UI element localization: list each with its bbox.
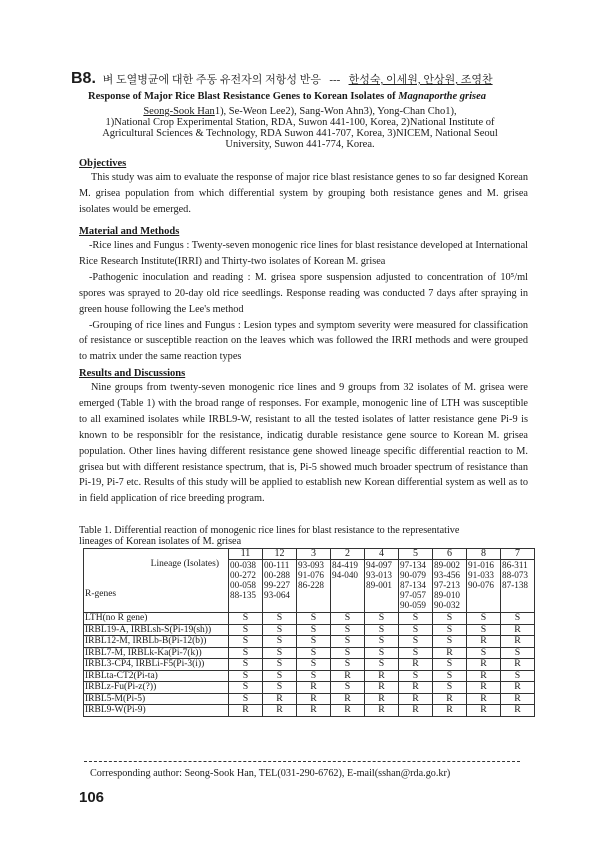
reaction-cell: R [365,682,399,694]
reaction-cell: S [297,670,331,682]
reaction-cell: S [229,647,263,659]
methods-rice-lines: -Rice lines and Fungus : Twenty-seven monogenic rice lines for blast resistance developed at International Rice Research Institute(IRRI) and Thirty-two isolates of Korean M. grisea [79,240,528,267]
reaction-cell: R [399,659,433,671]
table-row [84,682,535,694]
methods-inoculation: -Pathogenic inoculation and reading : M. grisea spore suspension adjusted to concentration of 10⁵/ml spores was sprayed to 20-day old rice seedlings. Response reading was conducted 7 days after spraying in green house following the Lee's method [79,271,528,315]
affiliation-line-2: Agricultural Sciences & Technology, RDA Suwon 441-707, Korea, 3)NICEM, National Seoul [102,128,498,139]
reaction-cell: S [501,670,535,682]
reaction-cell: S [501,647,535,659]
english-title [88,91,486,102]
lineage-group-label: 5 [399,549,433,560]
rgene-line-label: IRBLz-Fu(Pi-z(?)) [84,682,229,694]
lineage-group-label: 7 [501,549,535,560]
rgene-line-label: IRBL7-M, IRBLk-Ka(Pi-7(k)) [84,647,229,659]
first-author: Seong-Sook Han [143,106,215,117]
reaction-cell: S [229,670,263,682]
english-title-text: Response of Major Rice Blast Resistance Genes to Korean Isolates of [88,91,399,102]
table-row [84,705,535,717]
reaction-cell: S [331,647,365,659]
reaction-cell: R [229,705,263,717]
rgene-line-label: IRBLta-CT2(Pi-ta) [84,670,229,682]
lineage-group-label: 3 [297,549,331,560]
reaction-cell: S [433,659,467,671]
table-row [84,659,535,671]
reaction-cell: R [501,636,535,648]
lineage-group-label: 6 [433,549,467,560]
reaction-cell: R [399,693,433,705]
reaction-cell: S [297,659,331,671]
lineage-group-label: 8 [467,549,501,560]
rgene-line-label: IRBL3-CP4, IRBLi-F5(Pi-3(i)) [84,659,229,671]
reaction-cell: S [365,624,399,636]
results-text: Nine groups from twenty-seven monogenic rice lines and 9 groups from 32 isolates of M. grisea were emerged (Table 1) with the broad range of responses. For example, monogenic line of LTH was susceptible to all examined isolates while IRBL9-W, resistant to all the tested isolates of latter resistance gene Pi-9 is known to be responsiblr for the resistance, indicatig durable resistance gene source to Korean M. grisea population. Other lines having different resistance gene showed lineage specific differential reaction to M. grisea but with different resistance spectrum, that is, Pi-5 showed much broader spectrum of resistance than Pi-19, Pi-7 etc. Results of this study will be applied to establish new Korean differential system as well as to in field application of rice breeding program. [79,382,528,505]
reaction-cell: S [229,613,263,625]
isolate-list-cell: 00-038 00-272 00-058 88-135 [229,560,263,613]
reaction-cell: R [331,705,365,717]
reaction-cell: R [365,705,399,717]
reaction-cell: R [467,705,501,717]
results-heading: Results and Discussions [79,368,186,379]
reaction-cell: R [263,693,297,705]
reaction-cell: S [263,613,297,625]
table-header-groups [84,549,535,560]
corner-lineage-label: Lineage (Isolates) [150,559,219,569]
abstract-code: B8. [71,70,96,87]
korean-title: 벼 도열병균에 대한 주동 유전자의 저항성 반응 [102,74,322,86]
objectives-text: This study was aim to evaluate the response of major rice blast resistance genes to so far designed Korean M. grisea population from which differential system by grouping both resistance genes and M. grisea isolates would be emerged. [79,172,528,215]
reaction-cell: R [331,693,365,705]
table-caption [79,525,459,547]
reaction-cell: S [263,647,297,659]
reaction-cell: S [263,659,297,671]
reaction-cell: S [263,624,297,636]
reaction-cell: S [263,682,297,694]
reaction-cell: S [365,613,399,625]
reaction-cell: S [229,659,263,671]
reaction-cell: S [467,624,501,636]
reaction-cell: R [399,705,433,717]
reaction-cell: S [399,624,433,636]
reaction-cell: R [501,624,535,636]
reaction-cell: R [467,670,501,682]
reaction-cell: R [467,693,501,705]
reaction-cell: S [399,647,433,659]
reaction-cell: S [467,647,501,659]
table-row [84,624,535,636]
reaction-cell: S [297,647,331,659]
reaction-cell: S [331,659,365,671]
reaction-cell: S [229,624,263,636]
reaction-cell: S [433,682,467,694]
reaction-cell: R [467,659,501,671]
reaction-cell: S [263,636,297,648]
reaction-cell: R [467,636,501,648]
isolate-list-cell: 91-016 91-033 90-076 [467,560,501,613]
reaction-cell: S [263,670,297,682]
reaction-cell: R [399,682,433,694]
isolate-list-cell: 84-419 94-040 [331,560,365,613]
reaction-cell: S [331,636,365,648]
reaction-cell: S [229,636,263,648]
reaction-cell: S [433,613,467,625]
korean-authors: 한성숙, 이세원, 안상원, 조영찬 [348,74,493,86]
author-list [0,106,600,118]
reaction-cell: S [331,624,365,636]
footer-divider [84,761,520,762]
methods-grouping: -Grouping of rice lines and Fungus : Lesion types and symptom severity were measured for classification of resistance or susceptible reaction on the leaves which was followed the IRRI methods and were grouped to matrix under the same reaction types [79,319,528,363]
lineage-group-label: 12 [263,549,297,560]
isolate-list-cell: 94-097 93-013 89-001 [365,560,399,613]
reaction-cell: S [297,636,331,648]
reaction-cell: R [501,659,535,671]
table-caption-line-1: Table 1. Differential reaction of monogenic rice lines for blast resistance to the representative [79,525,460,536]
reaction-cell: S [229,693,263,705]
methods-body [79,238,528,365]
rgene-line-label: IRBL9-W(Pi-9) [84,705,229,717]
reaction-cell: R [501,682,535,694]
reaction-cell: S [467,613,501,625]
isolate-list-cell: 00-111 00-288 99-227 93-064 [263,560,297,613]
header-separator: --- [329,74,341,86]
header-line [71,70,493,88]
lineage-group-label: 2 [331,549,365,560]
reaction-cell: R [501,693,535,705]
reaction-cell: R [297,693,331,705]
differential-reaction-table [83,548,535,717]
isolate-list-cell: 97-134 90-079 87-134 97-057 90-059 [399,560,433,613]
reaction-cell: S [331,613,365,625]
reaction-cell: S [501,613,535,625]
affiliation-line-3: University, Suwon 441-774, Korea. [225,139,375,150]
lineage-group-label: 11 [229,549,263,560]
reaction-cell: R [433,693,467,705]
reaction-cell: S [297,613,331,625]
table-row [84,693,535,705]
reaction-cell: R [433,647,467,659]
reaction-cell: R [433,705,467,717]
reaction-cell: R [331,670,365,682]
objectives-heading: Objectives [79,158,127,169]
table-row [84,647,535,659]
table-corner-cell [84,549,229,613]
reaction-cell: S [331,682,365,694]
table-row [84,670,535,682]
table-row [84,613,535,625]
reaction-cell: R [365,693,399,705]
english-title-species: Magnaporthe grisea [398,91,487,102]
rgene-line-label: IRBL19-A, IRBLsh-S(Pi-19(sh)) [84,624,229,636]
reaction-cell: S [365,659,399,671]
reaction-cell: R [501,705,535,717]
reaction-cell: S [399,636,433,648]
reaction-cell: R [297,705,331,717]
corner-rgenes-label: R-genes [85,589,117,600]
isolate-list-cell: 93-093 91-076 86-228 [297,560,331,613]
page-number: 106 [79,789,105,806]
table-row [84,636,535,648]
reaction-cell: R [467,682,501,694]
rgene-line-label: IRBL5-M(Pi-5) [84,693,229,705]
reaction-cell: S [297,624,331,636]
reaction-cell: S [365,647,399,659]
rgene-line-label: LTH(no R gene) [84,613,229,625]
reaction-cell: R [297,682,331,694]
reaction-cell: S [365,636,399,648]
table-caption-line-2: lineages of Korean isolates of M. grisea [79,536,242,547]
reaction-cell: R [365,670,399,682]
isolate-list-cell: 86-311 88-073 87-138 [501,560,535,613]
methods-heading: Material and Methods [79,226,180,237]
affiliation-line-1: 1)National Crop Experimental Station, RDA, Suwon 441-100, Korea, 2)National Institute of [105,117,495,128]
reaction-cell: S [433,636,467,648]
reaction-cell: S [399,613,433,625]
reaction-cell: S [433,670,467,682]
reaction-cell: R [263,705,297,717]
lineage-group-label: 4 [365,549,399,560]
reaction-cell: S [399,670,433,682]
reaction-cell: S [229,682,263,694]
reaction-cell: S [433,624,467,636]
co-authors: 1), Se-Weon Lee2), Sang-Won Ahn3), Yong-Chan Cho1), [214,106,457,117]
rgene-line-label: IRBL12-M, IRBLb-B(Pi-12(b)) [84,636,229,648]
isolate-list-cell: 89-002 93-456 97-213 89-010 90-032 [433,560,467,613]
corresponding-author: Corresponding author: Seong-Sook Han, TEL(031-290-6762), E-mail(sshan@rda.go.kr) [90,768,451,779]
